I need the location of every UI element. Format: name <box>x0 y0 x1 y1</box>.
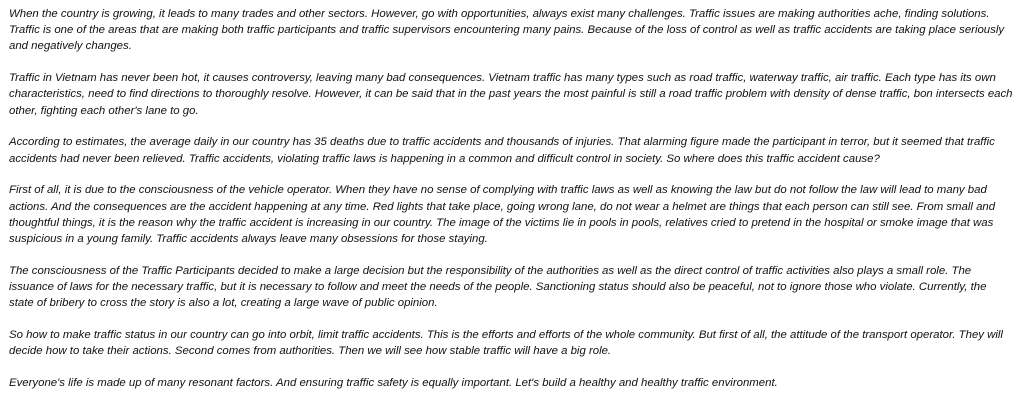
paragraph-4: First of all, it is due to the consciousness of the vehicle operator. When they have no sense of complying with traffic laws as well as knowing the law but do not follow the law will lead to many bad actions. And the consequences are the accident happening at any time. Red lights that take place, going wrong lane, do not wear a helmet are things that each person can still see. From small and thoughtful things, it is the reason why the traffic accident is increasing in our country. The image of the victims lie in pools in pools, relatives cried to pretend in the hospital or smoke image that was suspicious in a young family. Traffic accidents always leave many obsessions for those staying. <box>9 184 996 246</box>
paragraph-3: According to estimates, the average daily in our country has 35 deaths due to traffic accidents and thousands of injuries. That alarming figure made the participant in terror, but it seemed that traffic accidents had never been relieved. Traffic accidents, violating traffic laws is happening in a common and difficult control in society. So where does this traffic accident cause? <box>9 136 995 165</box>
paragraph-2: Traffic in Vietnam has never been hot, it causes controversy, leaving many bad consequences. Vietnam traffic has many types such as road traffic, waterway traffic, air traffic. Each type has its own characteristics, need to find directions to thoroughly resolve. However, it can be said that in the past years the most painful is still a road traffic problem with density of dense traffic, bon intersects each other, fighting each other's lane to go. <box>9 72 1013 117</box>
paragraph-1: When the country is growing, it leads to many trades and other sectors. However, go with opportunities, always exist many challenges. Traffic issues are making authorities ache, finding solutions. Traffic is one of the areas that are making both traffic participants and traffic supervisors encountering many pains. Because of the loss of control as well as traffic accidents are taking place seriously and negatively changes. <box>9 8 1005 53</box>
paragraph-6: So how to make traffic status in our country can go into orbit, limit traffic accidents. This is the efforts and efforts of the whole community. But first of all, the attitude of the transport operator. They will decide how to take their actions. Second comes from authorities. Then we will see how stable traffic will have a big role. <box>9 329 1003 358</box>
paragraph-7: Everyone's life is made up of many resonant factors. And ensuring traffic safety is equally important. Let's build a healthy and healthy traffic environment. <box>9 377 778 390</box>
paragraph-5: The consciousness of the Traffic Participants decided to make a large decision but the responsibility of the authorities as well as the direct control of traffic activities also plays a small role. The issuance of laws for the necessary traffic, but it is necessary to follow and meet the needs of the people. Sanctioning status should also be peaceful, not to ignore those who violate. Currently, the state of bribery to cross the story is also a lot, creating a large wave of public opinion. <box>9 264 987 310</box>
